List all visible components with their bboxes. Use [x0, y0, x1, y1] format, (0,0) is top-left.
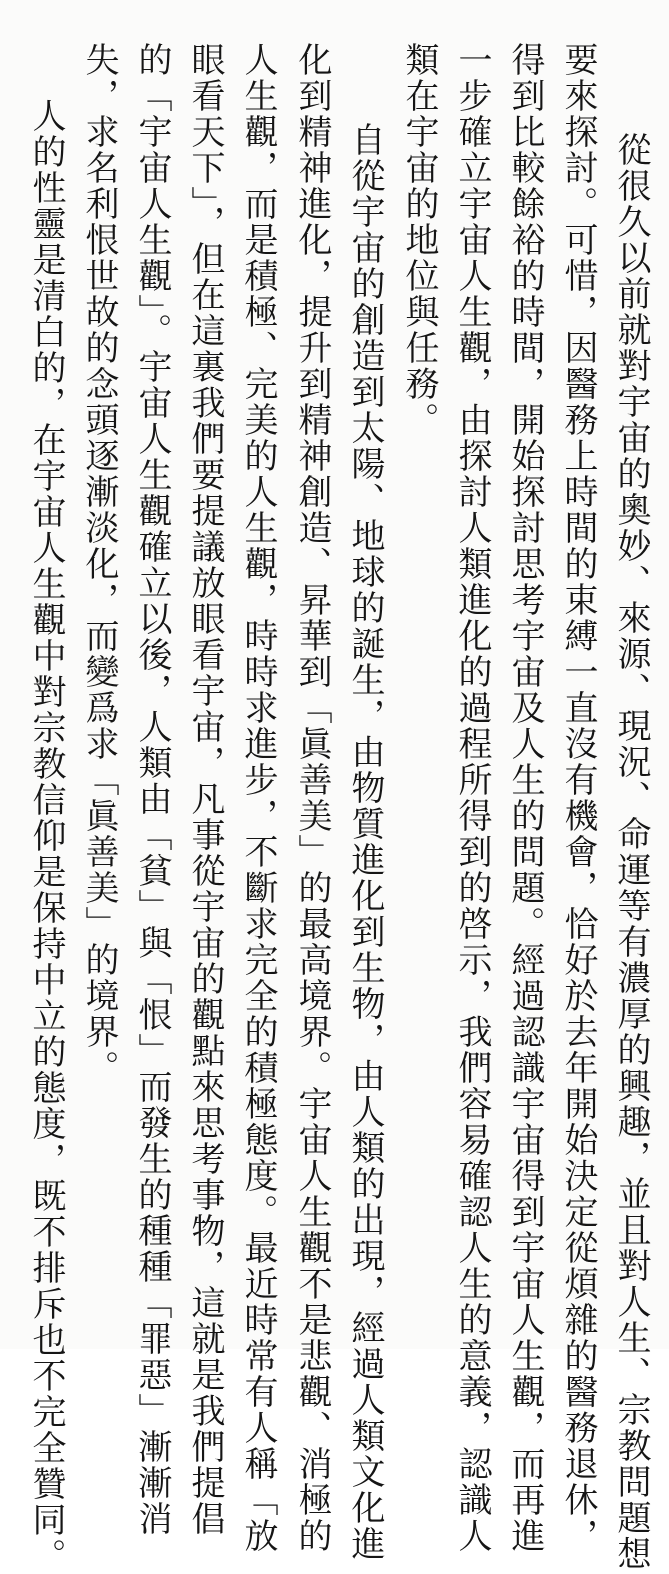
text-column-8: 人生觀，而是積極、完美的人生觀，時時求進步，不斷求完全的積極態度。最近時常有人稱「放: [238, 42, 278, 1554]
text-column-9: 眼看天下」，但在這裏我們要提議放眼看宇宙，凡事從宇宙的觀點來思考事物，這就是我們提倡: [185, 42, 225, 1537]
text-column-2: 要來探討。可惜，因醫務上時間的束縛一直沒有機會，恰好於去年開始決定從煩雜的醫務退休，: [558, 42, 598, 1554]
text-column-6: 自從宇宙的創造到太陽、地球的誕生，由物質進化到生物，由人類的出現，經過人類文化進: [345, 86, 385, 1562]
text-column-7: 化到精神進化，提升到精神創造、昇華到「眞善美」的最高境界。宇宙人生觀不是悲觀、消極的: [292, 42, 332, 1554]
text-column-11: 失，求名利恨世故的念頭逐漸淡化，而變爲求「眞善美」的境界。: [79, 42, 119, 1086]
text-column-3: 得到比較餘裕的時間，開始探討思考宇宙及人生的問題。經過認識宇宙得到宇宙人生觀，而再進: [505, 42, 545, 1554]
text-column-5: 類在宇宙的地位與任務。: [399, 42, 439, 438]
text-column-12: 人的性靈是清白的，在宇宙人生觀中對宗教信仰是保持中立的態度，既不排斥也不完全贊同。: [26, 62, 66, 1574]
text-column-10: 的「宇宙人生觀」。宇宙人生觀確立以後，人類由「貧」與「恨」而發生的種種「罪惡」漸漸消: [132, 42, 172, 1537]
text-column-1: 從很久以前就對宇宙的奧妙、來源、現況、命運等有濃厚的興趣，並且對人生、宗教問題想: [611, 96, 651, 1572]
text-column-4: 一步確立宇宙人生觀，由探討人類進化的過程所得到的啓示，我們容易確認人生的意義，認識人: [452, 42, 492, 1554]
